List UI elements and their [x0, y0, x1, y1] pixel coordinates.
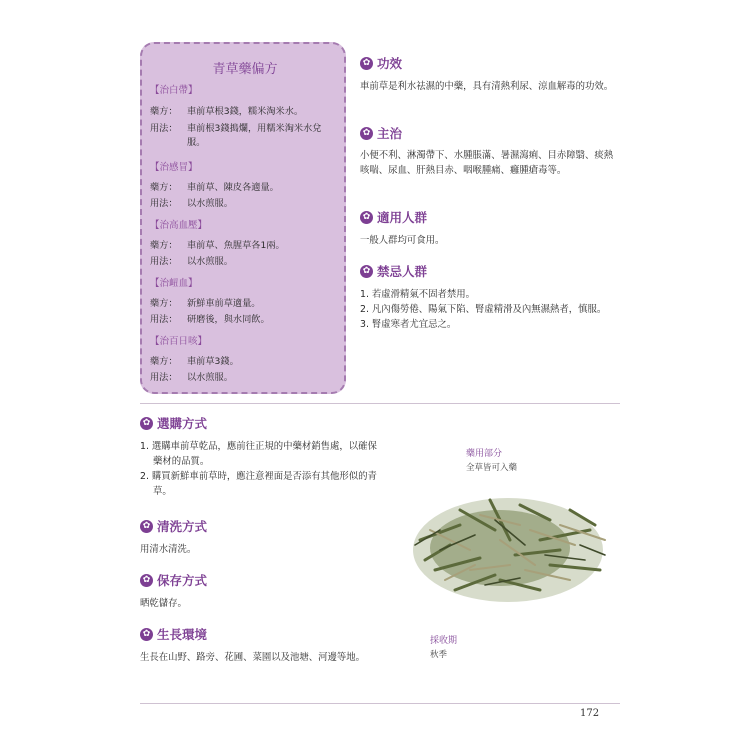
star-icon: ✿ [140, 628, 153, 641]
recipe-box [140, 42, 346, 394]
cleaning-heading [140, 517, 207, 535]
part-value: 全草皆可入藥 [466, 463, 518, 473]
recipe-key: 藥方： [150, 182, 178, 193]
page-number: 172 [580, 708, 600, 719]
divider [140, 403, 620, 404]
recipe-row [150, 255, 340, 269]
habitat-heading-text: 生長環境 [157, 627, 208, 642]
suitable-text: 一般人群均可食用。 [360, 235, 445, 246]
buying-heading-text: 選購方式 [157, 416, 208, 431]
recipe-value: 研磨後，與水同飲。 [187, 314, 270, 325]
cleaning-heading-text: 清洗方式 [157, 519, 208, 534]
recipe-row [150, 371, 340, 385]
storage-heading-text: 保存方式 [157, 573, 208, 588]
contra-heading-text: 禁忌人群 [377, 264, 428, 279]
contra-list [360, 287, 622, 332]
recipe-key: 用法： [150, 198, 178, 209]
recipe-key: 藥方： [150, 356, 178, 367]
habitat-heading [140, 625, 207, 643]
recipe-row [150, 105, 340, 119]
suitable-heading [360, 208, 427, 226]
suitable-heading-text: 適用人群 [377, 210, 428, 225]
part-label: 藥用部分 [466, 449, 503, 459]
recipe-key: 用法： [150, 123, 178, 134]
recipe-value: 以水煎服。 [187, 256, 233, 267]
recipe-key: 藥方： [150, 106, 178, 117]
recipe-key: 用法： [150, 314, 178, 325]
habitat-text: 生長在山野、路旁、花圃、菜園以及池塘、河邊等地。 [140, 652, 366, 663]
efficacy-heading [360, 54, 402, 72]
recipe-tag: 【治高血壓】 [150, 220, 208, 231]
efficacy-heading-text: 功效 [377, 56, 403, 71]
list-item: 2. 凡內傷勞倦、陽氣下陷、腎虛精滑及內無濕熱者，慎服。 [360, 304, 607, 315]
buying-heading [140, 414, 207, 432]
recipe-row [150, 122, 340, 150]
herb-photo [400, 470, 615, 620]
indications-text: 小便不利、淋濁帶下、水腫脹滿、暑濕瀉痢、目赤障翳、痰熱咳喘、尿血、肝熱目赤、咽喉腫痛、癰腫瘡毒等。 [360, 150, 614, 176]
star-icon: ✿ [140, 574, 153, 587]
recipe-tag: 【治百日咳】 [150, 336, 208, 347]
recipe-key: 用法： [150, 256, 178, 267]
list-item: 3. 腎虛寒者尤宜忌之。 [360, 319, 457, 330]
recipe-row [150, 355, 340, 369]
recipe-row [150, 197, 340, 211]
recipe-value: 以水煎服。 [187, 198, 233, 209]
recipe-value: 新鮮車前草適量。 [187, 298, 261, 309]
recipe-row [150, 297, 340, 311]
list-item: 2. 購買新鮮車前草時，應注意裡面是否添有其他形似的青草。 [140, 471, 377, 497]
star-icon: ✿ [360, 127, 373, 140]
list-item: 1. 若虛滑精氣不固者禁用。 [360, 289, 476, 300]
recipe-tag: 【治衄血】 [150, 278, 198, 289]
recipe-tag: 【治感冒】 [150, 162, 198, 173]
recipe-value: 以水煎服。 [187, 372, 233, 383]
recipe-value: 車前根3錢搗爛，用糯米淘米水兌服。 [187, 123, 322, 148]
star-icon: ✿ [360, 265, 373, 278]
recipe-value: 車前草3錢。 [187, 356, 239, 367]
efficacy-text: 車前草是利水祛濕的中藥，具有清熱利尿、涼血解毒的功效。 [360, 81, 614, 92]
indications-heading-text: 主治 [377, 126, 403, 141]
harvest-value: 秋季 [430, 650, 448, 660]
harvest-label: 採收期 [430, 636, 458, 646]
star-icon: ✿ [360, 57, 373, 70]
list-item: 1. 選購車前草乾品，應前往正規的中藥材銷售處，以確保藥材的品質。 [140, 441, 377, 467]
recipe-key: 用法： [150, 372, 178, 383]
storage-text: 晒乾儲存。 [140, 598, 187, 609]
buying-list [140, 439, 385, 499]
recipe-value: 車前草根3錢，糯米淘米水。 [187, 106, 304, 117]
cleaning-text: 用清水清洗。 [140, 544, 197, 555]
star-icon: ✿ [140, 417, 153, 430]
divider [140, 703, 620, 704]
recipe-value: 車前草、陳皮各適量。 [187, 182, 279, 193]
recipe-row [150, 239, 340, 253]
recipe-row [150, 313, 340, 327]
recipe-tag: 【治白帶】 [150, 85, 198, 96]
contra-heading [360, 262, 427, 280]
recipe-value: 車前草、魚腥草各1兩。 [187, 240, 285, 251]
recipe-box-title: 青草藥偏方 [212, 62, 278, 77]
indications-heading [360, 124, 402, 142]
recipe-key: 藥方： [150, 240, 178, 251]
recipe-key: 藥方： [150, 298, 178, 309]
recipe-row [150, 181, 340, 195]
storage-heading [140, 571, 207, 589]
star-icon: ✿ [360, 211, 373, 224]
star-icon: ✿ [140, 520, 153, 533]
